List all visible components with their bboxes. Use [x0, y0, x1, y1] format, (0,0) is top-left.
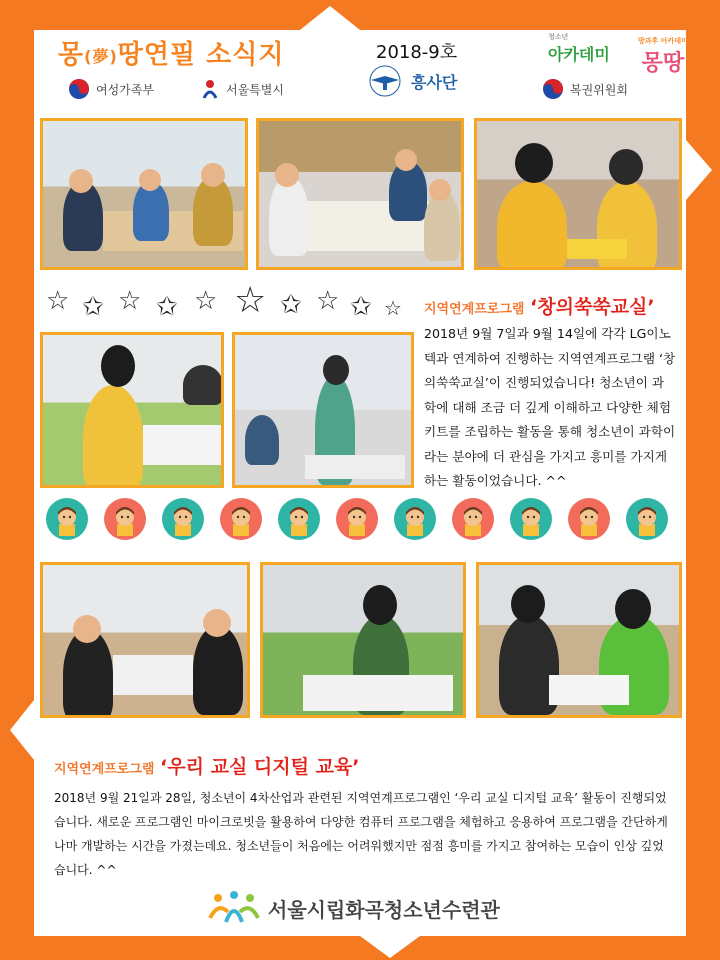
photo-kit-assembly-2 — [256, 118, 464, 270]
child-avatar-icon — [278, 498, 320, 540]
photo-digital-class-3 — [476, 562, 682, 718]
taegeuk-icon — [68, 78, 90, 100]
section2-body: 2018년 9월 21일과 28일, 청소년이 4차산업과 관련된 지역연계프로그램인 ‘우리 교실 디지털 교육’ 활동이 진행되었습니다. 새로운 프로그램인 마이크로빗을 활용하여 다양한 컴퓨터 프로그램을 체험하고 응용하여 프로그램을 간단하게나마 개발하는 시간을 가졌는데요. 청소년들이 처음에는 어려워했지만 점점 흥미를 가지고 참여하는 모습이 인상 깊었습니다. ^^ — [54, 791, 668, 877]
welfare-logo — [542, 78, 628, 100]
title-rest: 땅연필 소식지 — [117, 40, 285, 70]
ministry-logo — [68, 78, 154, 100]
photo-line-tracing-2 — [232, 332, 414, 488]
welfare-label: 복권위원회 — [570, 82, 628, 97]
child-avatar-icon — [626, 498, 668, 540]
child-avatar-icon — [104, 498, 146, 540]
section1-title: ‘창의쑥쑥교실’ — [530, 296, 655, 318]
section1-body: 2018년 9월 7일과 9월 14일에 각각 LG이노텍과 연계하여 진행하는 지역연계프로그램 ‘창의쑥쑥교실’이 진행되었습니다! 청소년이 과학에 대해 조금 더 깊게 이해하고 다양한 체험키트를 조립하는 활동을 통해 청소년이 과학이라는 분야에 더 관심을 가지고 흥미를 가지게 하는 활동이었습니다. ^^ — [424, 326, 676, 488]
photo-kit-assembly-3 — [474, 118, 682, 270]
taegeuk-icon — [542, 78, 564, 100]
child-avatar-icon — [336, 498, 378, 540]
heungsadan-label: 흥사단 — [411, 72, 458, 92]
section2-label: 지역연계프로그램 — [54, 762, 155, 777]
photo-digital-class-1 — [40, 562, 250, 718]
seoul-icon — [200, 78, 220, 100]
footer-logo — [208, 890, 500, 926]
title-dream: (夢) — [84, 47, 118, 66]
photo-digital-class-2 — [260, 562, 466, 718]
section1-label: 지역연계프로그램 — [424, 302, 525, 317]
title-mong: 몽 — [58, 40, 85, 70]
child-avatar-icon — [46, 498, 88, 540]
seoul-logo — [200, 78, 284, 100]
child-avatar-icon — [510, 498, 552, 540]
mongttang-logo — [638, 36, 688, 77]
seoul-label: 서울특별시 — [226, 82, 284, 97]
footer-org-name: 서울시립화곡청소년수련관 — [268, 897, 500, 922]
section2-heading — [54, 752, 360, 779]
mongttang-label: 몽땅 — [641, 51, 685, 76]
photo-kit-assembly-1 — [40, 118, 248, 270]
child-avatar-icon — [394, 498, 436, 540]
heungsadan-logo — [365, 64, 457, 98]
academy-logo — [548, 32, 610, 65]
section2-title: ‘우리 교실 디지털 교육’ — [160, 756, 360, 778]
issue-number: 2018-9호 — [376, 42, 458, 63]
child-avatar-icon — [568, 498, 610, 540]
section1-heading — [424, 292, 655, 319]
newsletter-title — [58, 34, 285, 71]
bird-emblem-icon — [365, 64, 405, 98]
academy-small-label: 청소년 — [548, 33, 569, 41]
child-avatar-icon — [452, 498, 494, 540]
mongttang-top-label: 방과후 아카데미 — [638, 37, 688, 45]
people-logo-icon — [208, 890, 260, 926]
child-avatar-icon — [220, 498, 262, 540]
ministry-label: 여성가족부 — [96, 82, 154, 97]
child-avatar-icon — [162, 498, 204, 540]
academy-main-label: 아카데미 — [548, 45, 610, 64]
photo-line-tracing-1 — [40, 332, 224, 488]
